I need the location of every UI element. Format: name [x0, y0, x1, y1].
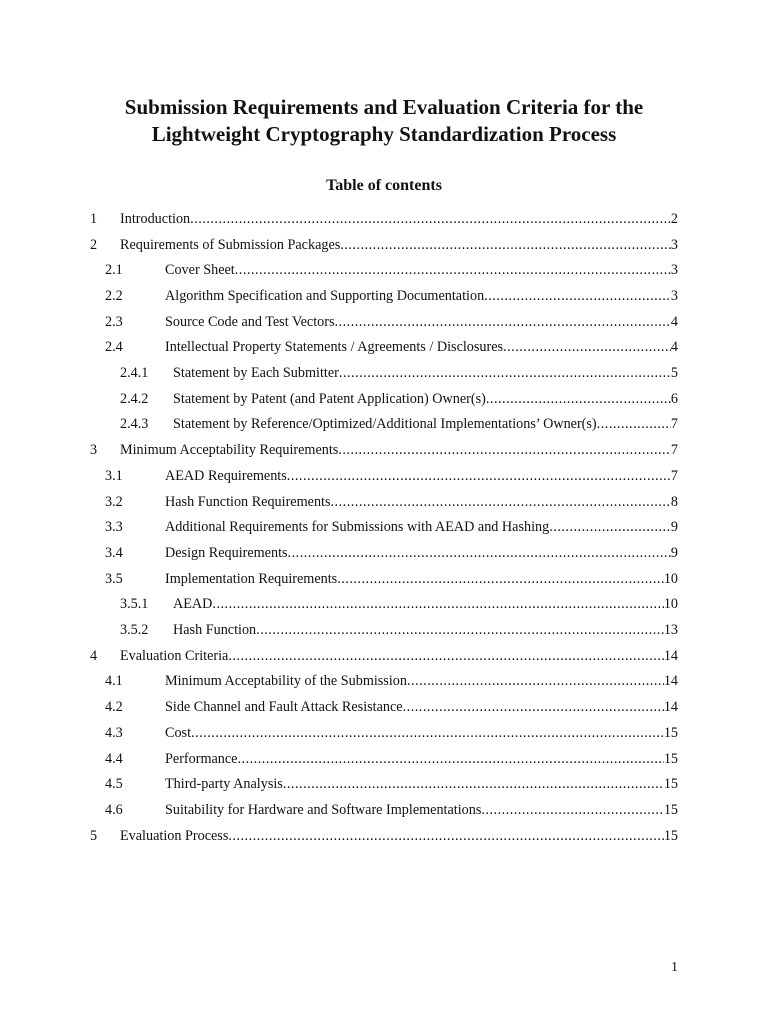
toc-entry[interactable]	[0, 232, 678, 258]
toc-entry[interactable]	[0, 797, 678, 823]
toc-entry[interactable]	[0, 489, 678, 515]
toc-entry-line	[165, 724, 678, 742]
toc-entry-page: 9	[670, 544, 678, 561]
toc-entry-page: 7	[670, 467, 678, 484]
toc-entry-page: 4	[670, 339, 678, 356]
toc-entry-line	[165, 287, 678, 305]
toc-entry-number: 4	[90, 647, 98, 664]
toc-entry[interactable]	[0, 309, 678, 335]
toc-leader-dots	[403, 698, 664, 716]
toc-entry[interactable]	[0, 823, 678, 849]
toc-entry-line	[173, 415, 678, 433]
toc-entry-title: Minimum Acceptability Requirements	[120, 442, 339, 459]
toc-entry-number: 3.5.1	[120, 596, 149, 613]
toc-entry-line	[165, 775, 678, 793]
toc-entry-line	[165, 518, 678, 536]
toc-entry-title: Minimum Acceptability of the Submission	[165, 673, 407, 690]
toc-leader-dots	[288, 544, 671, 562]
toc-entry[interactable]	[0, 566, 678, 592]
toc-entry[interactable]	[0, 335, 678, 361]
toc-entry-title: Statement by Patent (and Patent Application) Owner(s)	[173, 390, 486, 407]
toc-entry-line	[165, 493, 678, 511]
toc-entry-page: 2	[670, 210, 678, 227]
toc-leader-dots	[237, 750, 663, 768]
toc-entry-page: 13	[663, 622, 678, 639]
toc-entry-line	[165, 570, 678, 588]
toc-entry-number: 4.2	[105, 699, 123, 716]
toc-entry-page: 3	[670, 262, 678, 279]
toc-entry-number: 2.4	[105, 339, 123, 356]
toc-leader-dots	[191, 724, 664, 742]
toc-entry-title: Requirements of Submission Packages	[120, 236, 341, 253]
toc-entry-line	[120, 441, 678, 459]
toc-entry-title: Statement by Each Submitter	[173, 365, 339, 382]
toc-entry-number: 3.5.2	[120, 622, 149, 639]
toc-leader-dots	[235, 261, 671, 279]
toc-entry-page: 14	[663, 673, 678, 690]
toc-entry-number: 3.2	[105, 493, 123, 510]
toc-entry[interactable]	[0, 592, 678, 618]
toc-entry-page: 3	[670, 236, 678, 253]
toc-entry-line	[173, 364, 678, 382]
toc-entry-number: 3.4	[105, 544, 123, 561]
toc-entry-page: 7	[670, 416, 678, 433]
toc-entry-line	[165, 750, 678, 768]
document-title	[0, 94, 768, 148]
toc-entry-number: 2.4.1	[120, 365, 149, 382]
toc-entry-line	[165, 801, 678, 819]
toc-leader-dots	[481, 801, 663, 819]
toc-entry-number: 3.5	[105, 570, 123, 587]
toc-entry-title: Implementation Requirements	[165, 570, 338, 587]
toc-entry-number: 4.3	[105, 724, 123, 741]
toc-entry-number: 2.2	[105, 287, 123, 304]
toc-entry[interactable]	[0, 694, 678, 720]
toc-entry-title: Third-party Analysis	[165, 776, 283, 793]
toc-entry-number: 2.3	[105, 313, 123, 330]
toc-entry-number: 1	[90, 210, 98, 227]
toc-entry[interactable]	[0, 386, 678, 412]
toc-entry[interactable]	[0, 360, 678, 386]
toc-entry-page: 8	[670, 493, 678, 510]
toc-leader-dots	[331, 493, 671, 511]
toc-entry-page: 15	[663, 750, 678, 767]
toc-leader-dots	[256, 621, 664, 639]
toc-entry-title: AEAD	[173, 596, 213, 613]
toc-entry-title: Intellectual Property Statements / Agreements / Disclosures	[165, 339, 504, 356]
toc-entry-page: 10	[663, 570, 678, 587]
toc-entry-page: 7	[670, 442, 678, 459]
toc-entry-page: 14	[663, 647, 678, 664]
document-title-line-1: Submission Requirements and Evaluation Criteria for the	[124, 95, 644, 119]
toc-entry-line	[120, 647, 678, 665]
toc-entry-title: Suitability for Hardware and Software Implementations	[165, 801, 482, 818]
toc-entry-line	[165, 313, 678, 331]
toc-entry-title: Evaluation Criteria	[120, 647, 229, 664]
toc-entry-number: 3.1	[105, 467, 123, 484]
toc-entry-title: Design Requirements	[165, 544, 288, 561]
toc-entry-number: 5	[90, 827, 98, 844]
toc-entry-number: 3	[90, 442, 98, 459]
toc-entry[interactable]	[0, 257, 678, 283]
toc-entry-number: 4.4	[105, 750, 123, 767]
toc-entry[interactable]	[0, 720, 678, 746]
toc-entry-line	[120, 236, 678, 254]
toc-entry-line	[173, 621, 678, 639]
toc-entry-page: 4	[670, 313, 678, 330]
toc-entry-title: Evaluation Process	[120, 827, 229, 844]
toc-leader-dots	[335, 313, 671, 331]
toc-entry-page: 5	[670, 365, 678, 382]
toc-entry-page: 9	[670, 519, 678, 536]
toc-entry[interactable]	[0, 540, 678, 566]
toc-entry-title: Hash Function Requirements	[165, 493, 331, 510]
toc-entry-number: 2.4.3	[120, 416, 149, 433]
toc-entry[interactable]	[0, 669, 678, 695]
toc-entry-title: Cost	[165, 724, 192, 741]
toc-entry-line	[120, 827, 678, 845]
toc-entry[interactable]	[0, 283, 678, 309]
toc-leader-dots	[407, 672, 664, 690]
toc-entry[interactable]	[0, 514, 678, 540]
toc-leader-dots	[338, 441, 671, 459]
toc-entry[interactable]	[0, 746, 678, 772]
toc-entry-number: 2	[90, 236, 98, 253]
toc-entry-title: AEAD Requirements	[165, 467, 287, 484]
toc-entry-page: 3	[670, 287, 678, 304]
toc-entry-page: 6	[670, 390, 678, 407]
toc-leader-dots	[287, 467, 671, 485]
toc-leader-dots	[228, 647, 663, 665]
toc-entry-title: Statement by Reference/Optimized/Additional Implementations’ Owner(s)	[173, 416, 597, 433]
toc-entry-number: 4.6	[105, 801, 123, 818]
toc-entry-page: 14	[663, 699, 678, 716]
toc-entry-number: 4.5	[105, 776, 123, 793]
toc-heading: Table of contents	[326, 177, 442, 194]
toc-entry-title: Performance	[165, 750, 238, 767]
toc-leader-dots	[228, 827, 663, 845]
toc-entry-title: Source Code and Test Vectors	[165, 313, 335, 330]
toc-entry[interactable]	[0, 206, 678, 232]
toc-entry[interactable]	[0, 643, 678, 669]
toc-leader-dots	[212, 595, 663, 613]
toc-leader-dots	[503, 338, 671, 356]
toc-leader-dots	[283, 775, 664, 793]
toc-entry-title: Additional Requirements for Submissions with AEAD and Hashing	[165, 519, 550, 536]
toc-leader-dots	[340, 236, 671, 254]
toc-entry-page: 15	[663, 801, 678, 818]
toc-entry-line	[173, 595, 678, 613]
toc-entry-page: 10	[663, 596, 678, 613]
toc-entry[interactable]	[0, 771, 678, 797]
toc-entry-line	[173, 390, 678, 408]
toc-leader-dots	[339, 364, 671, 382]
toc-entry-title: Introduction	[120, 210, 191, 227]
toc-entry-number: 3.3	[105, 519, 123, 536]
toc-entry-number: 2.1	[105, 262, 123, 279]
toc-entry-title: Cover Sheet	[165, 262, 235, 279]
toc-entry-line	[165, 698, 678, 716]
toc-entry-line	[165, 467, 678, 485]
document-title-line-2: Lightweight Cryptography Standardization Process	[151, 122, 617, 146]
toc-entry-number: 4.1	[105, 673, 123, 690]
toc-leader-dots	[337, 570, 664, 588]
toc-leader-dots	[486, 390, 671, 408]
toc-entry-page: 15	[663, 724, 678, 741]
toc-leader-dots	[484, 287, 671, 305]
toc-entry-title: Algorithm Specification and Supporting Documentation	[165, 287, 485, 304]
toc-entry[interactable]	[0, 463, 678, 489]
toc-entry[interactable]	[0, 412, 678, 438]
toc-entry-line	[165, 261, 678, 279]
toc-entry-line	[165, 544, 678, 562]
toc-entry-line	[165, 338, 678, 356]
toc-leader-dots	[190, 210, 671, 228]
toc-entry[interactable]	[0, 437, 678, 463]
toc-entry-line	[120, 210, 678, 228]
toc-entry-title: Side Channel and Fault Attack Resistance	[165, 699, 403, 716]
toc-entry[interactable]	[0, 617, 678, 643]
toc-entry-page: 15	[663, 827, 678, 844]
page-number: 1	[671, 960, 678, 975]
toc-entry-title: Hash Function	[173, 622, 257, 639]
toc-leader-dots	[597, 415, 671, 433]
toc-entry-number: 2.4.2	[120, 390, 149, 407]
toc-entry-line	[165, 672, 678, 690]
toc-leader-dots	[549, 518, 671, 536]
toc-entry-page: 15	[663, 776, 678, 793]
